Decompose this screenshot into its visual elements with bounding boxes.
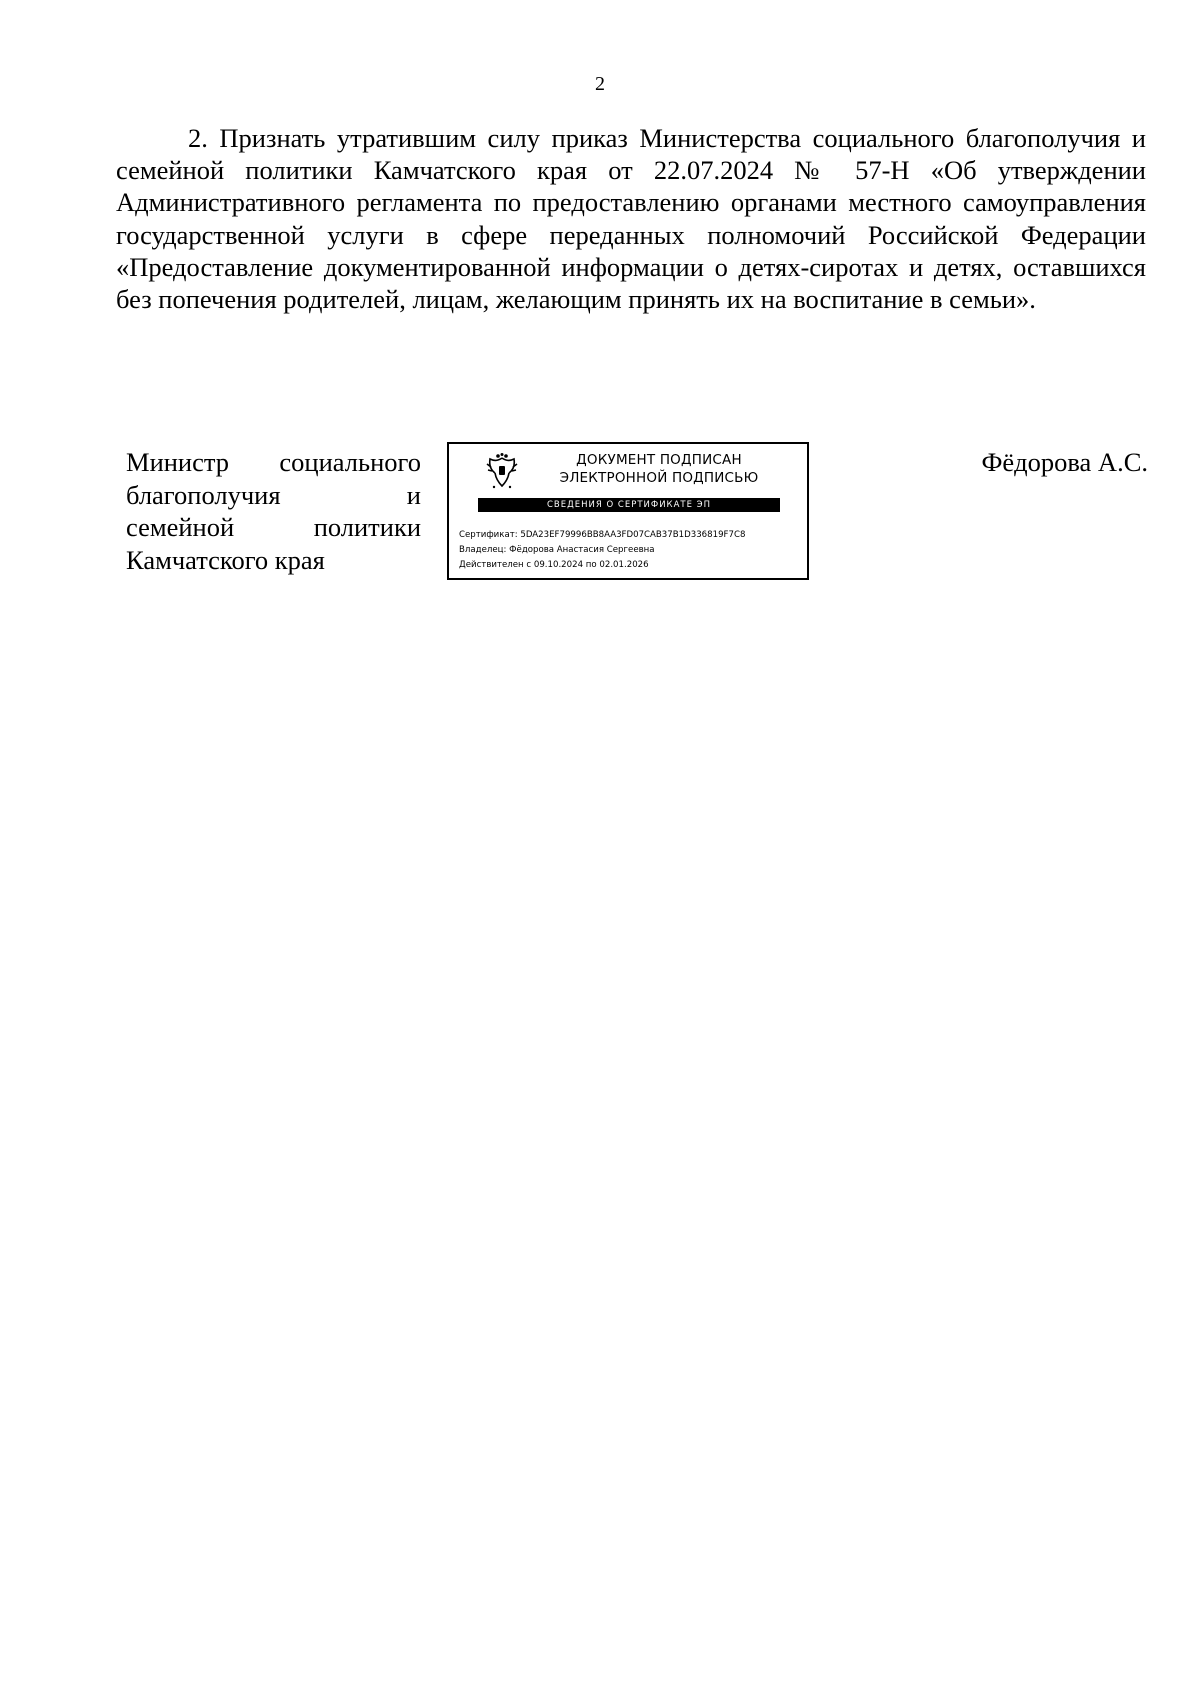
signer-position — [126, 446, 421, 576]
certificate-details — [459, 528, 805, 573]
signer-position-line: Министр социального — [126, 447, 421, 477]
certificate-number: Сертификат: 5DA23EF79996BB8AA3FD07CAB37B1D336819F7C8 — [459, 530, 746, 540]
certificate-info-bar: СВЕДЕНИЯ О СЕРТИФИКАТЕ ЭП — [478, 498, 780, 512]
coat-of-arms-icon — [482, 452, 522, 492]
stamp-title-line: ЭЛЕКТРОННОЙ ПОДПИСЬЮ — [559, 470, 759, 486]
electronic-signature-stamp — [447, 442, 809, 580]
body-paragraph: 2. Признать утратившим силу приказ Министерства социального благополучия и семейной политики Камчатского края от 22.07.2024 № 57-Н «Об утверждении Административного регламента по предоставлению органами местного самоуправления государственной услуги в сфере переданных полномочий Российской Федерации «Предоставление документированной информации о детях-сиротах и детях, оставшихся без попечения родителей, лицам, желающим принять их на воспитание в семьи». — [116, 123, 1146, 315]
page-number: 2 — [595, 73, 605, 95]
signer-position-line: семейной политики — [126, 512, 421, 542]
stamp-title-line: ДОКУМЕНТ ПОДПИСАН — [576, 452, 742, 468]
certificate-owner: Владелец: Фёдорова Анастасия Сергеевна — [459, 545, 655, 555]
stamp-title — [539, 451, 779, 487]
certificate-validity: Действителен с 09.10.2024 по 02.01.2026 — [459, 560, 649, 570]
signer-name: Фёдорова А.С. — [981, 447, 1148, 477]
signer-position-line: Камчатского края — [126, 544, 325, 575]
signer-position-line: благополучия и — [126, 479, 421, 510]
